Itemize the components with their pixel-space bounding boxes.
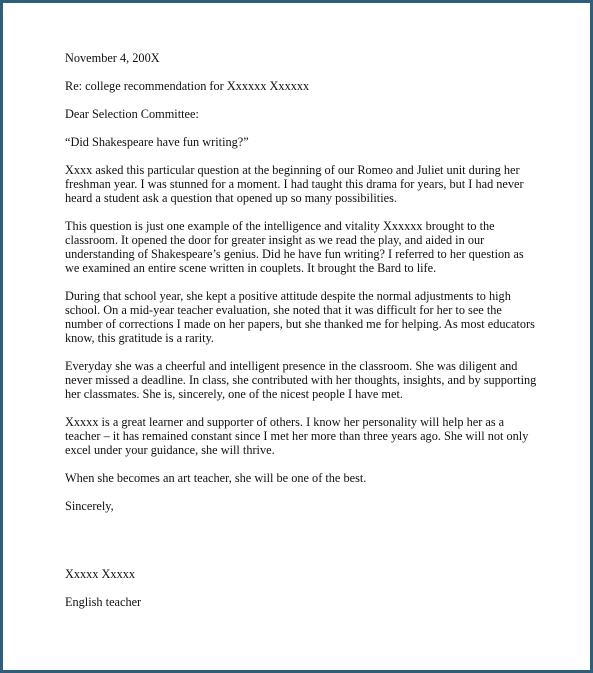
letter-paragraph: When she becomes an art teacher, she will be one of the best. [65, 471, 367, 485]
letter-subject: Re: college recommendation for Xxxxxx Xxxxxx [65, 79, 310, 93]
letter-paragraph: Xxxx asked this particular question at the beginning of our Romeo and Juliet unit during her freshman year. I was stunned for a moment. I had taught this drama for years, but I had never heard a student ask a question that opened up so many possibilities. [65, 163, 524, 205]
letter-closing: Sincerely, [65, 499, 114, 513]
signature-space [65, 527, 540, 567]
letter-paragraph: This question is just one example of the intelligence and vitality Xxxxxx brought to the classroom. It opened the door for greater insight as we read the play, and aided in our understanding of Shakespeare’s genius. Did he have fun writing? I referred to her question as we examined an entire scene written in couplets. It brought the Bard to life. [65, 219, 524, 275]
letter-paragraph: “Did Shakespeare have fun writing?” [65, 135, 249, 149]
recommendation-letter [65, 51, 540, 623]
letter-salutation: Dear Selection Committee: [65, 107, 199, 121]
letter-date: November 4, 200X [65, 51, 160, 65]
letter-paragraph: Everyday she was a cheerful and intelligent presence in the classroom. She was diligent and never missed a deadline. In class, she contributed with her thoughts, insights, and by supporting her classmates. She is, sincerely, one of the nicest people I have met. [65, 359, 537, 401]
letter-paragraph: During that school year, she kept a positive attitude despite the normal adjustments to high school. On a mid-year teacher evaluation, she noted that it was difficult for her to see the number of corrections I made on her papers, but she thanked me for helping. As most educators know, this gratitude is a rarity. [65, 289, 535, 345]
signature-name: Xxxxx Xxxxx [65, 567, 136, 581]
signature-title: English teacher [65, 595, 142, 609]
letter-paragraph: Xxxxx is a great learner and supporter of others. I know her personality will help her as a teacher – it has remained constant since I met her more than three years ago. She will not only excel under your guidance, she will thrive. [65, 415, 529, 457]
